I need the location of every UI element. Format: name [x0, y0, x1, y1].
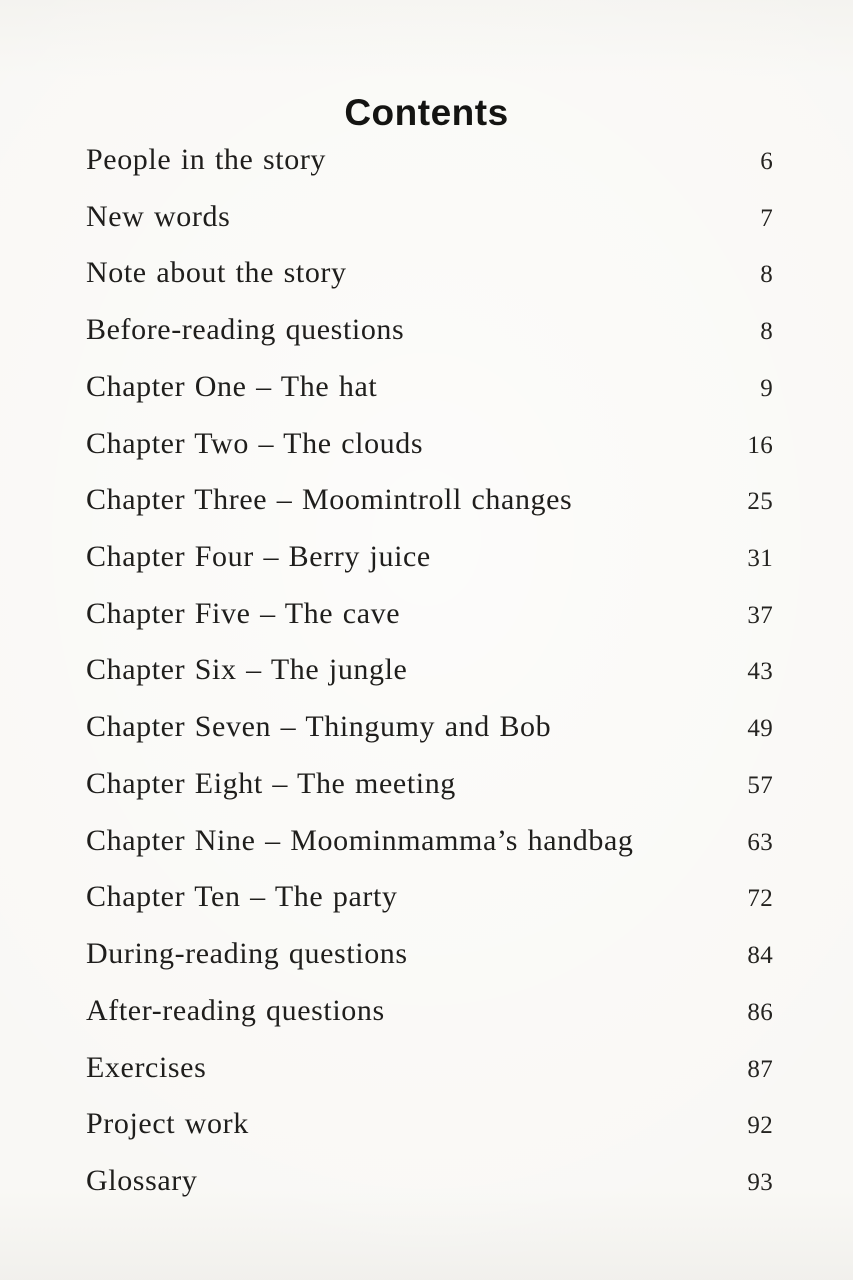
toc-entry-page: 37 [747, 601, 773, 629]
toc-row [86, 937, 773, 971]
toc-entry-label: Chapter Two – The clouds [86, 426, 424, 460]
toc-entry-page: 57 [747, 771, 773, 799]
toc-row [86, 1107, 773, 1141]
toc-entry-label: After-reading questions [86, 993, 385, 1027]
toc-entry-page: 63 [747, 828, 773, 856]
toc-entry-page: 31 [747, 545, 773, 573]
toc-row [86, 653, 773, 687]
toc-entry-page: 16 [747, 431, 773, 459]
toc-entry-label: Glossary [86, 1163, 198, 1197]
toc-entry-label: Chapter Six – The jungle [86, 653, 408, 687]
toc-entry-page: 49 [747, 715, 773, 743]
toc-entry-page: 84 [747, 942, 773, 970]
toc-entry-label: Chapter Seven – Thingumy and Bob [86, 710, 552, 744]
toc-entry-page: 8 [760, 318, 773, 346]
toc-entry-label: Before-reading questions [86, 313, 405, 347]
toc-entry-page: 7 [760, 204, 773, 232]
toc-row [86, 313, 773, 347]
toc-row [86, 1051, 773, 1085]
toc-entry-label: During-reading questions [86, 937, 408, 971]
toc-entry-label: Chapter One – The hat [86, 369, 378, 403]
toc-entry-label: Chapter Three – Moomintroll changes [86, 483, 573, 517]
toc-row [86, 880, 773, 914]
toc-row [86, 540, 773, 574]
toc-row [86, 994, 773, 1028]
toc-row [86, 597, 773, 631]
toc-entry-label: Chapter Ten – The party [86, 880, 398, 914]
toc-entry-page: 8 [760, 261, 773, 289]
page-title: Contents [344, 92, 509, 133]
toc-entry-page: 86 [747, 998, 773, 1026]
toc-entry-label: Project work [86, 1107, 249, 1141]
toc-entry-label: Exercises [86, 1050, 207, 1084]
toc-entry-page: 87 [747, 1055, 773, 1083]
toc-entry-label: People in the story [86, 143, 327, 176]
toc-list [86, 143, 773, 1198]
toc-entry-page: 92 [747, 1112, 773, 1140]
toc-row [86, 143, 773, 177]
toc-row [86, 200, 773, 234]
toc-entry-label: New words [86, 199, 231, 233]
toc-row [86, 767, 773, 801]
toc-row [86, 483, 773, 517]
toc-entry-page: 93 [747, 1168, 773, 1196]
toc-entry-page: 25 [747, 488, 773, 516]
toc-entry-label: Chapter Five – The cave [86, 596, 401, 630]
toc-row [86, 824, 773, 858]
toc-entry-label: Chapter Nine – Moominmamma’s handbag [86, 823, 634, 857]
toc-entry-page: 43 [747, 658, 773, 686]
toc-entry-label: Note about the story [86, 256, 347, 290]
toc-row [86, 710, 773, 744]
toc-entry-label: Chapter Eight – The meeting [86, 766, 456, 800]
toc-row [86, 370, 773, 404]
toc-row [86, 1164, 773, 1198]
toc-entry-label: Chapter Four – Berry juice [86, 540, 431, 574]
toc-row [86, 256, 773, 290]
toc-row [86, 427, 773, 461]
toc-entry-page: 9 [760, 374, 773, 402]
toc-entry-page: 72 [747, 885, 773, 913]
toc-entry-page: 6 [760, 148, 773, 175]
